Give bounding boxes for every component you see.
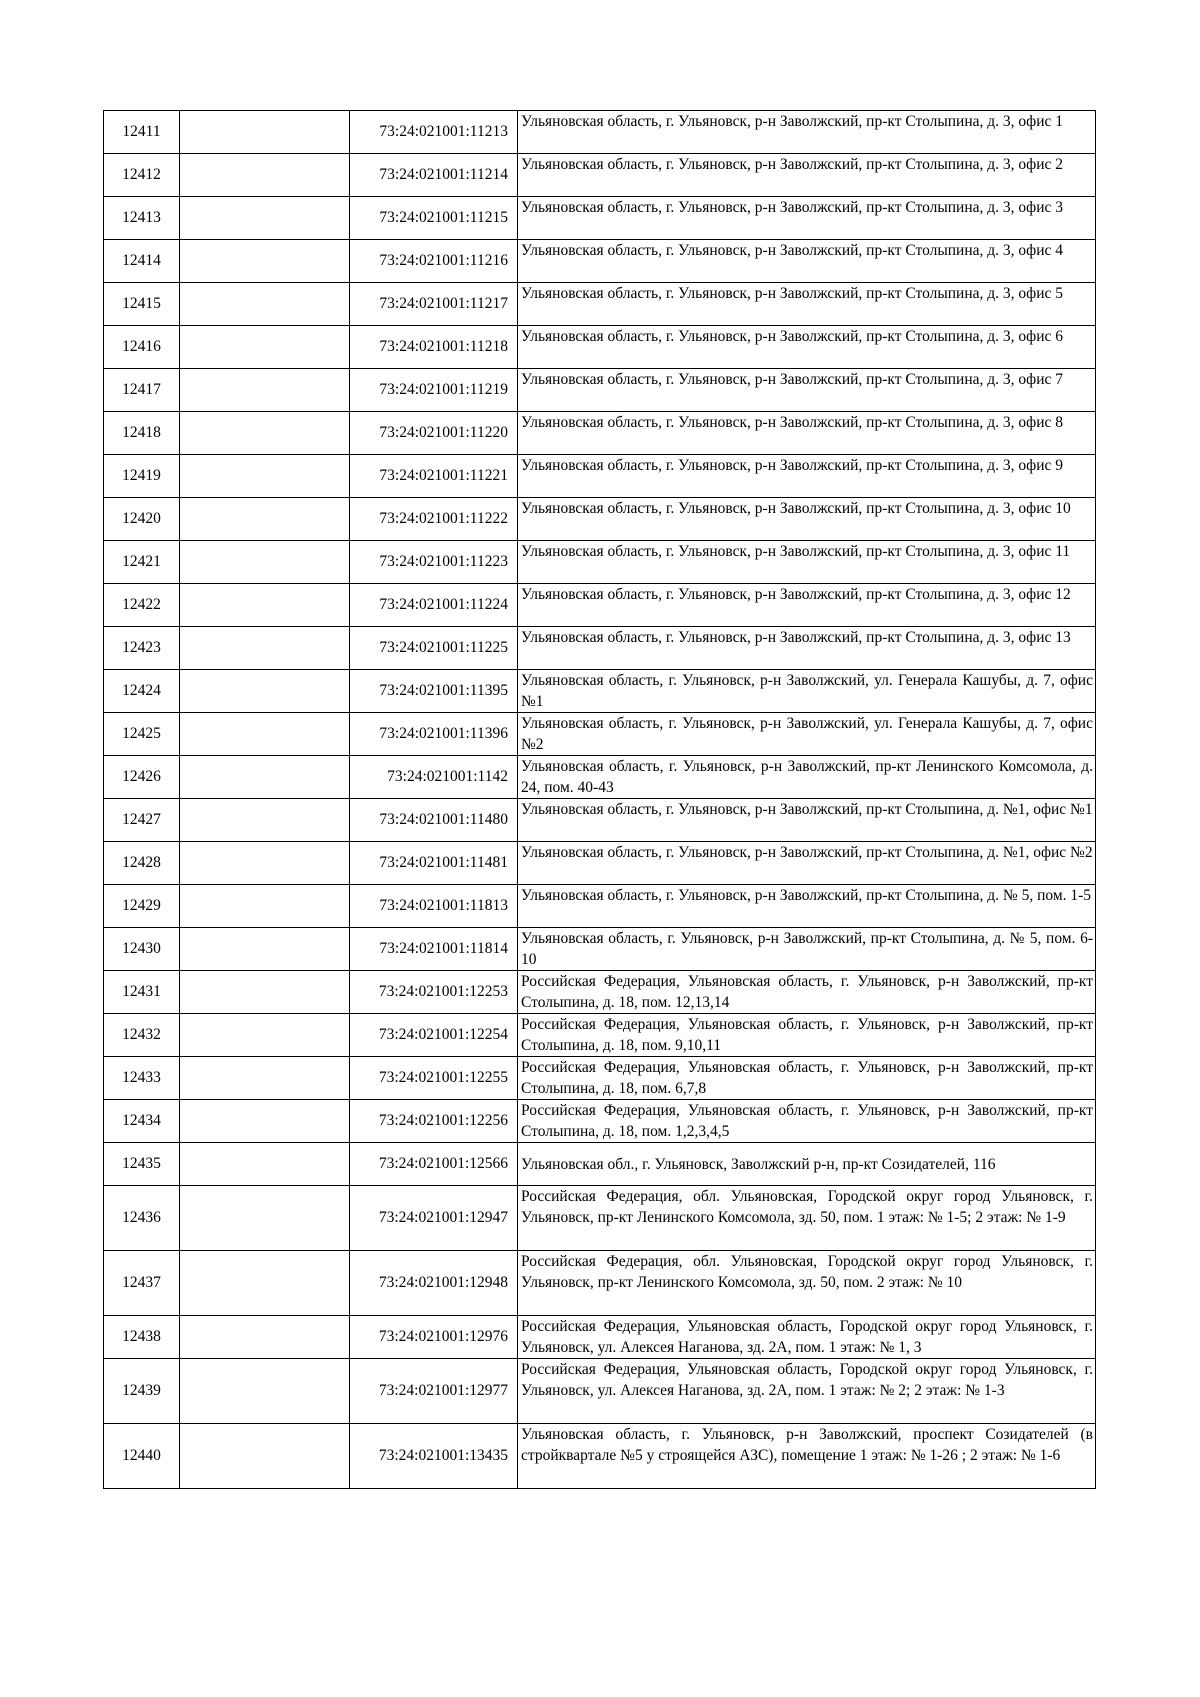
registry-table [103, 110, 1096, 1489]
owner-cell [180, 928, 350, 971]
table-row [104, 111, 1096, 154]
row-number: 12423 [104, 627, 180, 670]
cadastral-number: 73:24:021001:11395 [350, 670, 518, 713]
row-number: 12436 [104, 1186, 180, 1251]
address-cell: Ульяновская область, г. Ульяновск, р-н Заволжский, пр-кт Столыпина, д. 3, офис 8 [518, 412, 1096, 455]
owner-cell [180, 1251, 350, 1316]
address-cell: Ульяновская область, г. Ульяновск, р-н Заволжский, пр-кт Ленинского Комсомола, д. 24, пом. 40-43 [518, 756, 1096, 799]
owner-cell [180, 283, 350, 326]
address-cell: Ульяновская область, г. Ульяновск, р-н Заволжский, пр-кт Столыпина, д. 3, офис 12 [518, 584, 1096, 627]
table-row [104, 283, 1096, 326]
row-number: 12415 [104, 283, 180, 326]
owner-cell [180, 670, 350, 713]
table-row [104, 1359, 1096, 1424]
table-row [104, 627, 1096, 670]
table-row [104, 799, 1096, 842]
row-number: 12438 [104, 1316, 180, 1359]
owner-cell [180, 412, 350, 455]
address-cell: Ульяновская область, г. Ульяновск, р-н Заволжский, пр-кт Столыпина, д. 3, офис 5 [518, 283, 1096, 326]
owner-cell [180, 455, 350, 498]
cadastral-number: 73:24:021001:12976 [350, 1316, 518, 1359]
cadastral-number: 73:24:021001:1142 [350, 756, 518, 799]
row-number: 12412 [104, 154, 180, 197]
owner-cell [180, 713, 350, 756]
row-number: 12411 [104, 111, 180, 154]
address-cell: Ульяновская область, г. Ульяновск, р-н Заволжский, пр-кт Столыпина, д. 3, офис 1 [518, 111, 1096, 154]
table-row [104, 197, 1096, 240]
owner-cell [180, 197, 350, 240]
row-number: 12428 [104, 842, 180, 885]
row-number: 12437 [104, 1251, 180, 1316]
address-cell: Ульяновская область, г. Ульяновск, р-н Заволжский, пр-кт Столыпина, д. 3, офис 9 [518, 455, 1096, 498]
cadastral-number: 73:24:021001:12566 [350, 1143, 518, 1186]
row-number: 12431 [104, 971, 180, 1014]
table-row [104, 1014, 1096, 1057]
cadastral-number: 73:24:021001:12948 [350, 1251, 518, 1316]
address-cell: Российская Федерация, Ульяновская область, г. Ульяновск, р-н Заволжский, пр-кт Столыпина, д. 18, пом. 12,13,14 [518, 971, 1096, 1014]
owner-cell [180, 154, 350, 197]
cadastral-number: 73:24:021001:11213 [350, 111, 518, 154]
cadastral-number: 73:24:021001:11220 [350, 412, 518, 455]
table-row [104, 541, 1096, 584]
table-row [104, 369, 1096, 412]
address-cell: Ульяновская область, г. Ульяновск, р-н Заволжский, пр-кт Столыпина, д. 3, офис 4 [518, 240, 1096, 283]
cadastral-number: 73:24:021001:11225 [350, 627, 518, 670]
owner-cell [180, 1014, 350, 1057]
cadastral-number: 73:24:021001:11218 [350, 326, 518, 369]
owner-cell [180, 1424, 350, 1489]
cadastral-number: 73:24:021001:11480 [350, 799, 518, 842]
address-cell: Ульяновская область, г. Ульяновск, р-н Заволжский, пр-кт Столыпина, д. 3, офис 6 [518, 326, 1096, 369]
table-row [104, 670, 1096, 713]
table-row [104, 455, 1096, 498]
address-cell: Ульяновская область, г. Ульяновск, р-н Заволжский, ул. Генерала Кашубы, д. 7, офис №2 [518, 713, 1096, 756]
table-row [104, 498, 1096, 541]
row-number: 12433 [104, 1057, 180, 1100]
row-number: 12426 [104, 756, 180, 799]
row-number: 12435 [104, 1143, 180, 1186]
table-row [104, 154, 1096, 197]
owner-cell [180, 111, 350, 154]
owner-cell [180, 498, 350, 541]
row-number: 12429 [104, 885, 180, 928]
address-cell: Ульяновская область, г. Ульяновск, р-н Заволжский, проспект Созидателей (в стройквартале №5 у строящейся АЗС), помещение 1 этаж: № 1-26 ; 2 этаж: № 1-6 [518, 1424, 1096, 1489]
table-row [104, 885, 1096, 928]
row-number: 12420 [104, 498, 180, 541]
cadastral-number: 73:24:021001:12256 [350, 1100, 518, 1143]
address-cell: Ульяновская область, г. Ульяновск, р-н Заволжский, пр-кт Столыпина, д. 3, офис 7 [518, 369, 1096, 412]
row-number: 12418 [104, 412, 180, 455]
cadastral-number: 73:24:021001:11216 [350, 240, 518, 283]
table-row [104, 1100, 1096, 1143]
owner-cell [180, 240, 350, 283]
address-cell: Ульяновская обл., г. Ульяновск, Заволжский р-н, пр-кт Созидателей, 116 [518, 1143, 1096, 1186]
cadastral-number: 73:24:021001:12255 [350, 1057, 518, 1100]
owner-cell [180, 1186, 350, 1251]
table-row [104, 756, 1096, 799]
table-row [104, 326, 1096, 369]
table-row [104, 713, 1096, 756]
owner-cell [180, 1316, 350, 1359]
cadastral-number: 73:24:021001:11221 [350, 455, 518, 498]
table-row [104, 1316, 1096, 1359]
row-number: 12422 [104, 584, 180, 627]
owner-cell [180, 799, 350, 842]
owner-cell [180, 369, 350, 412]
address-cell: Российская Федерация, обл. Ульяновская, Городской округ город Ульяновск, г. Ульяновск, пр-кт Ленинского Комсомола, зд. 50, пом. 1 этаж: № 1-5; 2 этаж: № 1-9 [518, 1186, 1096, 1251]
cadastral-number: 73:24:021001:11219 [350, 369, 518, 412]
address-cell: Ульяновская область, г. Ульяновск, р-н Заволжский, пр-кт Столыпина, д. № 5, пом. 6-10 [518, 928, 1096, 971]
row-number: 12425 [104, 713, 180, 756]
owner-cell [180, 1100, 350, 1143]
owner-cell [180, 1057, 350, 1100]
table-row [104, 1424, 1096, 1489]
row-number: 12416 [104, 326, 180, 369]
row-number: 12417 [104, 369, 180, 412]
table-row [104, 1143, 1096, 1186]
table-row [104, 1251, 1096, 1316]
row-number: 12424 [104, 670, 180, 713]
owner-cell [180, 326, 350, 369]
cadastral-number: 73:24:021001:11396 [350, 713, 518, 756]
table-row [104, 1186, 1096, 1251]
table-row [104, 1057, 1096, 1100]
row-number: 12432 [104, 1014, 180, 1057]
table-row [104, 971, 1096, 1014]
cadastral-number: 73:24:021001:12977 [350, 1359, 518, 1424]
cadastral-number: 73:24:021001:11217 [350, 283, 518, 326]
row-number: 12427 [104, 799, 180, 842]
owner-cell [180, 541, 350, 584]
row-number: 12419 [104, 455, 180, 498]
row-number: 12413 [104, 197, 180, 240]
address-cell: Ульяновская область, г. Ульяновск, р-н Заволжский, пр-кт Столыпина, д. № 5, пом. 1-5 [518, 885, 1096, 928]
table-row [104, 928, 1096, 971]
address-cell: Российская Федерация, Ульяновская область, Городской округ город Ульяновск, г. Ульяновск, ул. Алексея Наганова, зд. 2А, пом. 1 этаж: № 2; 2 этаж: № 1-3 [518, 1359, 1096, 1424]
address-cell: Ульяновская область, г. Ульяновск, р-н Заволжский, пр-кт Столыпина, д. 3, офис 3 [518, 197, 1096, 240]
cadastral-number: 73:24:021001:11223 [350, 541, 518, 584]
registry-table-body [104, 111, 1096, 1489]
cadastral-number: 73:24:021001:11224 [350, 584, 518, 627]
cadastral-number: 73:24:021001:11813 [350, 885, 518, 928]
row-number: 12430 [104, 928, 180, 971]
row-number: 12421 [104, 541, 180, 584]
table-row [104, 842, 1096, 885]
address-cell: Российская Федерация, обл. Ульяновская, Городской округ город Ульяновск, г. Ульяновск, пр-кт Ленинского Комсомола, зд. 50, пом. 2 этаж: № 10 [518, 1251, 1096, 1316]
cadastral-number: 73:24:021001:11222 [350, 498, 518, 541]
row-number: 12414 [104, 240, 180, 283]
cadastral-number: 73:24:021001:12253 [350, 971, 518, 1014]
cadastral-number: 73:24:021001:11814 [350, 928, 518, 971]
address-cell: Ульяновская область, г. Ульяновск, р-н Заволжский, пр-кт Столыпина, д. №1, офис №1 [518, 799, 1096, 842]
row-number: 12439 [104, 1359, 180, 1424]
address-cell: Российская Федерация, Ульяновская область, г. Ульяновск, р-н Заволжский, пр-кт Столыпина, д. 18, пом. 6,7,8 [518, 1057, 1096, 1100]
cadastral-number: 73:24:021001:12947 [350, 1186, 518, 1251]
table-row [104, 240, 1096, 283]
owner-cell [180, 627, 350, 670]
address-cell: Ульяновская область, г. Ульяновск, р-н Заволжский, ул. Генерала Кашубы, д. 7, офис №1 [518, 670, 1096, 713]
owner-cell [180, 885, 350, 928]
table-row [104, 584, 1096, 627]
owner-cell [180, 1359, 350, 1424]
owner-cell [180, 971, 350, 1014]
cadastral-number: 73:24:021001:13435 [350, 1424, 518, 1489]
address-cell: Ульяновская область, г. Ульяновск, р-н Заволжский, пр-кт Столыпина, д. 3, офис 2 [518, 154, 1096, 197]
row-number: 12434 [104, 1100, 180, 1143]
address-cell: Ульяновская область, г. Ульяновск, р-н Заволжский, пр-кт Столыпина, д. №1, офис №2 [518, 842, 1096, 885]
address-cell: Российская Федерация, Ульяновская область, г. Ульяновск, р-н Заволжский, пр-кт Столыпина, д. 18, пом. 1,2,3,4,5 [518, 1100, 1096, 1143]
owner-cell [180, 842, 350, 885]
cadastral-number: 73:24:021001:11215 [350, 197, 518, 240]
cadastral-number: 73:24:021001:11214 [350, 154, 518, 197]
address-cell: Российская Федерация, Ульяновская область, г. Ульяновск, р-н Заволжский, пр-кт Столыпина, д. 18, пом. 9,10,11 [518, 1014, 1096, 1057]
row-number: 12440 [104, 1424, 180, 1489]
address-cell: Ульяновская область, г. Ульяновск, р-н Заволжский, пр-кт Столыпина, д. 3, офис 10 [518, 498, 1096, 541]
owner-cell [180, 1143, 350, 1186]
table-row [104, 412, 1096, 455]
owner-cell [180, 756, 350, 799]
cadastral-number: 73:24:021001:11481 [350, 842, 518, 885]
owner-cell [180, 584, 350, 627]
cadastral-number: 73:24:021001:12254 [350, 1014, 518, 1057]
address-cell: Ульяновская область, г. Ульяновск, р-н Заволжский, пр-кт Столыпина, д. 3, офис 11 [518, 541, 1096, 584]
address-cell: Российская Федерация, Ульяновская область, Городской округ город Ульяновск, г. Ульяновск, ул. Алексея Наганова, зд. 2А, пом. 1 этаж: № 1, 3 [518, 1316, 1096, 1359]
address-cell: Ульяновская область, г. Ульяновск, р-н Заволжский, пр-кт Столыпина, д. 3, офис 13 [518, 627, 1096, 670]
